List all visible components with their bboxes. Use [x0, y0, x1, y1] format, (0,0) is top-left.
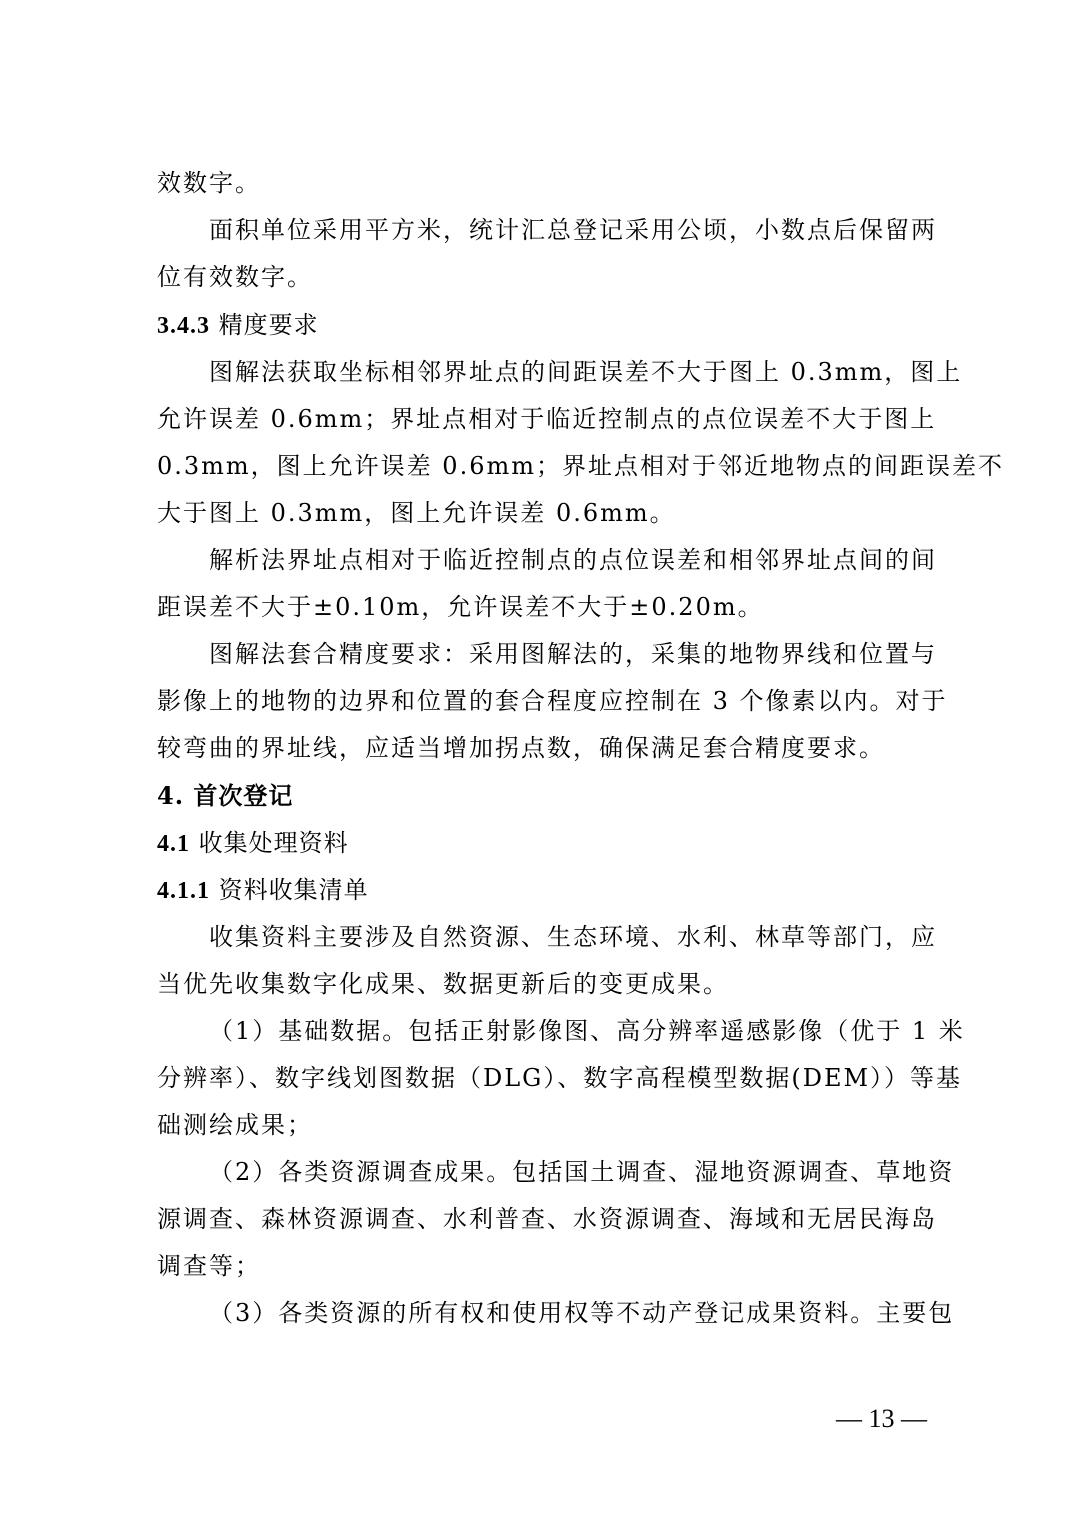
paragraph-line: 位有效数字。 — [157, 263, 313, 291]
paragraph-line: 较弯曲的界址线，应适当增加拐点数，确保满足套合精度要求。 — [157, 734, 885, 762]
heading-text: 收集处理资料 — [198, 829, 349, 857]
heading-number: 4.1 — [157, 831, 190, 857]
paragraph-line: 大于图上 0.3mm，图上允许误差 0.6mm。 — [157, 499, 676, 527]
paragraph-line: 源调查、森林资源调查、水利普查、水资源调查、海域和无居民海岛 — [157, 1205, 937, 1233]
paragraph-line: 分辨率）、数字线划图数据（DLG）、数字高程模型数据(DEM））等基 — [157, 1064, 963, 1092]
heading-number: 3.4.3 — [157, 313, 210, 339]
paragraph-line: 距误差不大于±0.10m，允许误差不大于±0.20m。 — [157, 593, 764, 621]
paragraph-line: 图解法获取坐标相邻界址点的间距误差不大于图上 0.3mm，图上 — [209, 358, 963, 386]
paragraph-line: 允许误差 0.6mm；界址点相对于临近控制点的点位误差不大于图上 — [157, 405, 937, 433]
paragraph-line: 效数字。 — [157, 169, 261, 197]
paragraph-line: （2）各类资源调查成果。包括国土调查、湿地资源调查、草地资 — [209, 1158, 955, 1186]
paragraph-line: 面积单位采用平方米，统计汇总登记采用公顷，小数点后保留两 — [209, 216, 937, 244]
heading-number: 4.1.1 — [157, 878, 210, 904]
paragraph-line: 础测绘成果； — [157, 1111, 313, 1139]
heading-text: 精度要求 — [218, 311, 319, 339]
paragraph-line: （1）基础数据。包括正射影像图、高分辨率遥感影像（优于 1 米 — [209, 1017, 965, 1045]
page-number: — 13 — — [836, 1404, 927, 1433]
paragraph-line: 调查等； — [157, 1252, 261, 1280]
paragraph-line: （3）各类资源的所有权和使用权等不动产登记成果资料。主要包 — [209, 1299, 955, 1327]
section-heading-4-1 — [157, 828, 927, 858]
paragraph-line: 0.3mm，图上允许误差 0.6mm；界址点相对于邻近地物点的间距误差不 — [157, 452, 1004, 480]
paragraph-line: 影像上的地物的边界和位置的套合程度应控制在 3 个像素以内。对于 — [157, 687, 948, 715]
section-heading-3-4-3 — [157, 310, 927, 340]
section-heading-4-1-1 — [157, 875, 927, 905]
paragraph-line: 当优先收集数字化成果、数据更新后的变更成果。 — [157, 970, 729, 998]
heading-text: 资料收集清单 — [218, 876, 369, 904]
paragraph-line: 收集资料主要涉及自然资源、生态环境、水利、林草等部门，应 — [209, 923, 937, 951]
paragraph-line: 解析法界址点相对于临近控制点的点位误差和相邻界址点间的间 — [209, 546, 937, 574]
section-heading-4: 4. 首次登记 — [157, 781, 294, 810]
paragraph-line: 图解法套合精度要求：采用图解法的，采集的地物界线和位置与 — [209, 640, 937, 668]
